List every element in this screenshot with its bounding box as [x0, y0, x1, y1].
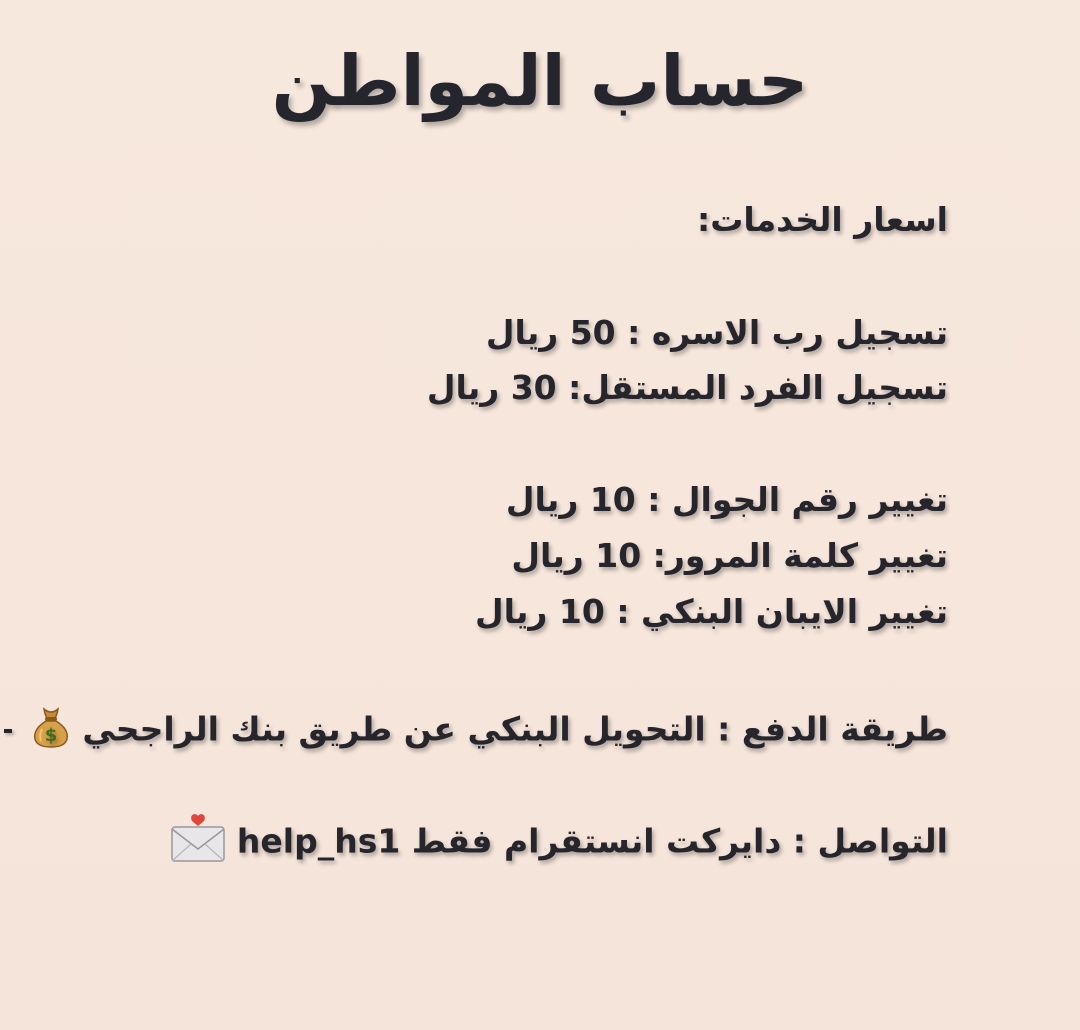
page-title: حساب المواطن	[271, 40, 809, 122]
prices-heading: اسعار الخدمات:	[697, 200, 948, 239]
contact-text: التواصل : دايركت انستقرام فقط help_hs1	[236, 821, 948, 861]
envelope-icon	[169, 813, 227, 873]
svg-text:$: $	[45, 725, 58, 746]
price-line-family-head: تسجيل رب الاسره : 50 ريال	[485, 313, 948, 352]
money-bag-icon	[30, 705, 72, 757]
price-line-mobile-change: تغيير رقم الجوال : 10 ريال	[505, 480, 948, 519]
payment-method-text: طريقة الدفع : التحويل البنكي عن طريق بنك الراجحي	[82, 709, 948, 749]
contact-line	[159, 813, 948, 873]
price-line-password-change: تغيير كلمة المرور: 10 ريال	[511, 536, 948, 575]
price-line-independent: تسجيل الفرد المستقل: 30 ريال	[426, 368, 948, 407]
price-line-iban-change: تغيير الايبان البنكي : 10 ريال	[474, 592, 948, 631]
payment-method-line	[4, 705, 948, 757]
trailing-dot	[4, 729, 12, 733]
